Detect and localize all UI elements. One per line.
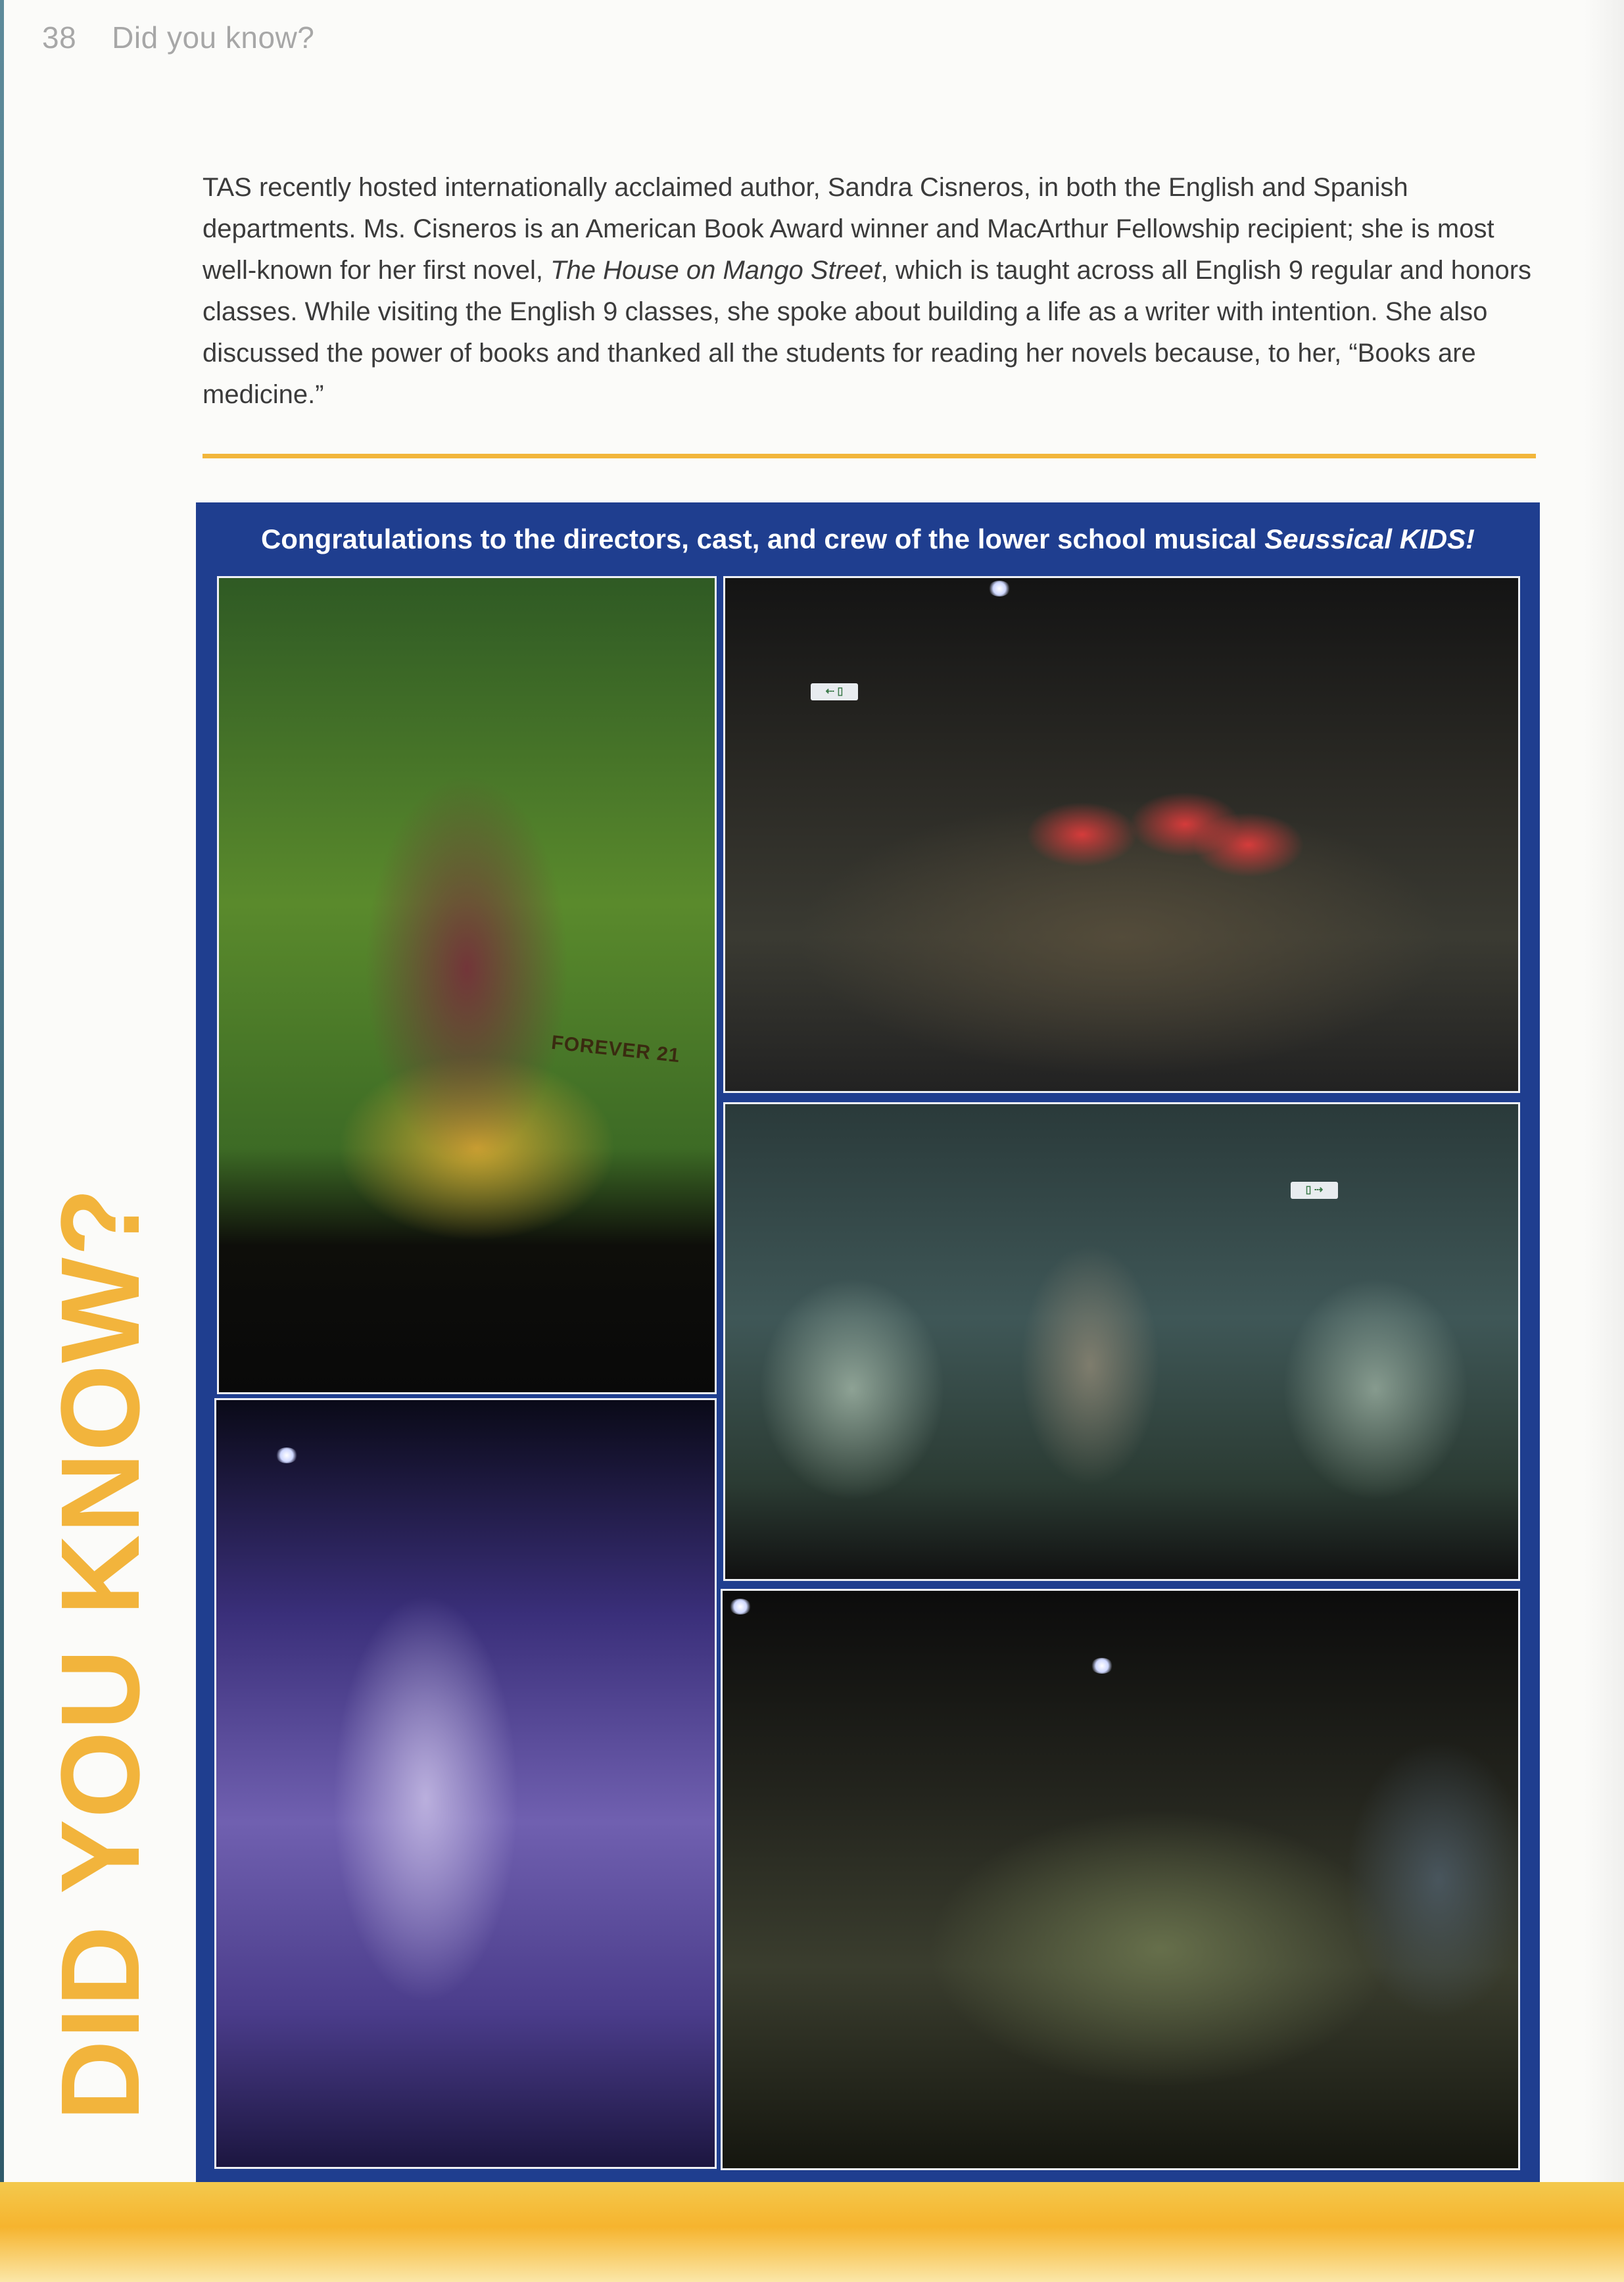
exit-sign-icon: ⇠ ▯ xyxy=(811,683,858,700)
section-title: Did you know? xyxy=(112,20,315,55)
stage-light-icon xyxy=(729,1599,752,1614)
photo-ukulele-performer xyxy=(214,1398,717,2169)
exit-sign-icon: ▯ ⇢ xyxy=(1291,1182,1338,1199)
photo-panel xyxy=(196,502,1540,2186)
photo-ensemble-arms-raised xyxy=(721,1589,1520,2170)
book-title: The House on Mango Street xyxy=(550,256,881,285)
bottom-color-band xyxy=(0,2182,1624,2282)
stage-light-icon xyxy=(1091,1658,1113,1674)
divider-rule xyxy=(203,454,1536,458)
photo-plaid-suit-scene xyxy=(723,1102,1520,1581)
page-number: 38 xyxy=(42,20,77,55)
photo-shopping-bags-performer xyxy=(217,576,717,1394)
photo-cat-hat-group xyxy=(723,576,1520,1093)
panel-caption xyxy=(196,523,1540,555)
caption-text: Congratulations to the directors, cast, and crew of the lower school musical xyxy=(260,523,1265,554)
musical-title: Seussical KIDS! xyxy=(1264,523,1475,554)
article-text-part-2: , which is taught across all English 9 regular and honors classes. While visiting the English 9 classes, she spoke about building a life as a writer with intention. She also discussed the power of books and thanked all the students for reading her novels because, to her, “Books are medicine.” xyxy=(203,256,1532,409)
page-right-shadow xyxy=(1585,0,1624,2183)
article-text-part-1: TAS recently hosted internationally acclaimed author, Sandra Cisneros, in both the English and Spanish departments. Ms. Cisneros is an American Book Award winner and MacArthur Fellowship recipient; she is most well-known for her first novel, xyxy=(203,173,1494,285)
stage-light-icon xyxy=(988,581,1011,596)
stage-light-icon xyxy=(275,1447,298,1463)
side-title: DID YOU KNOW? xyxy=(38,1186,163,2121)
page-edge-strip xyxy=(0,0,4,2183)
page-header xyxy=(42,20,314,55)
article-paragraph xyxy=(203,167,1537,416)
bag-label: FOREVER 21 xyxy=(550,1031,681,1067)
